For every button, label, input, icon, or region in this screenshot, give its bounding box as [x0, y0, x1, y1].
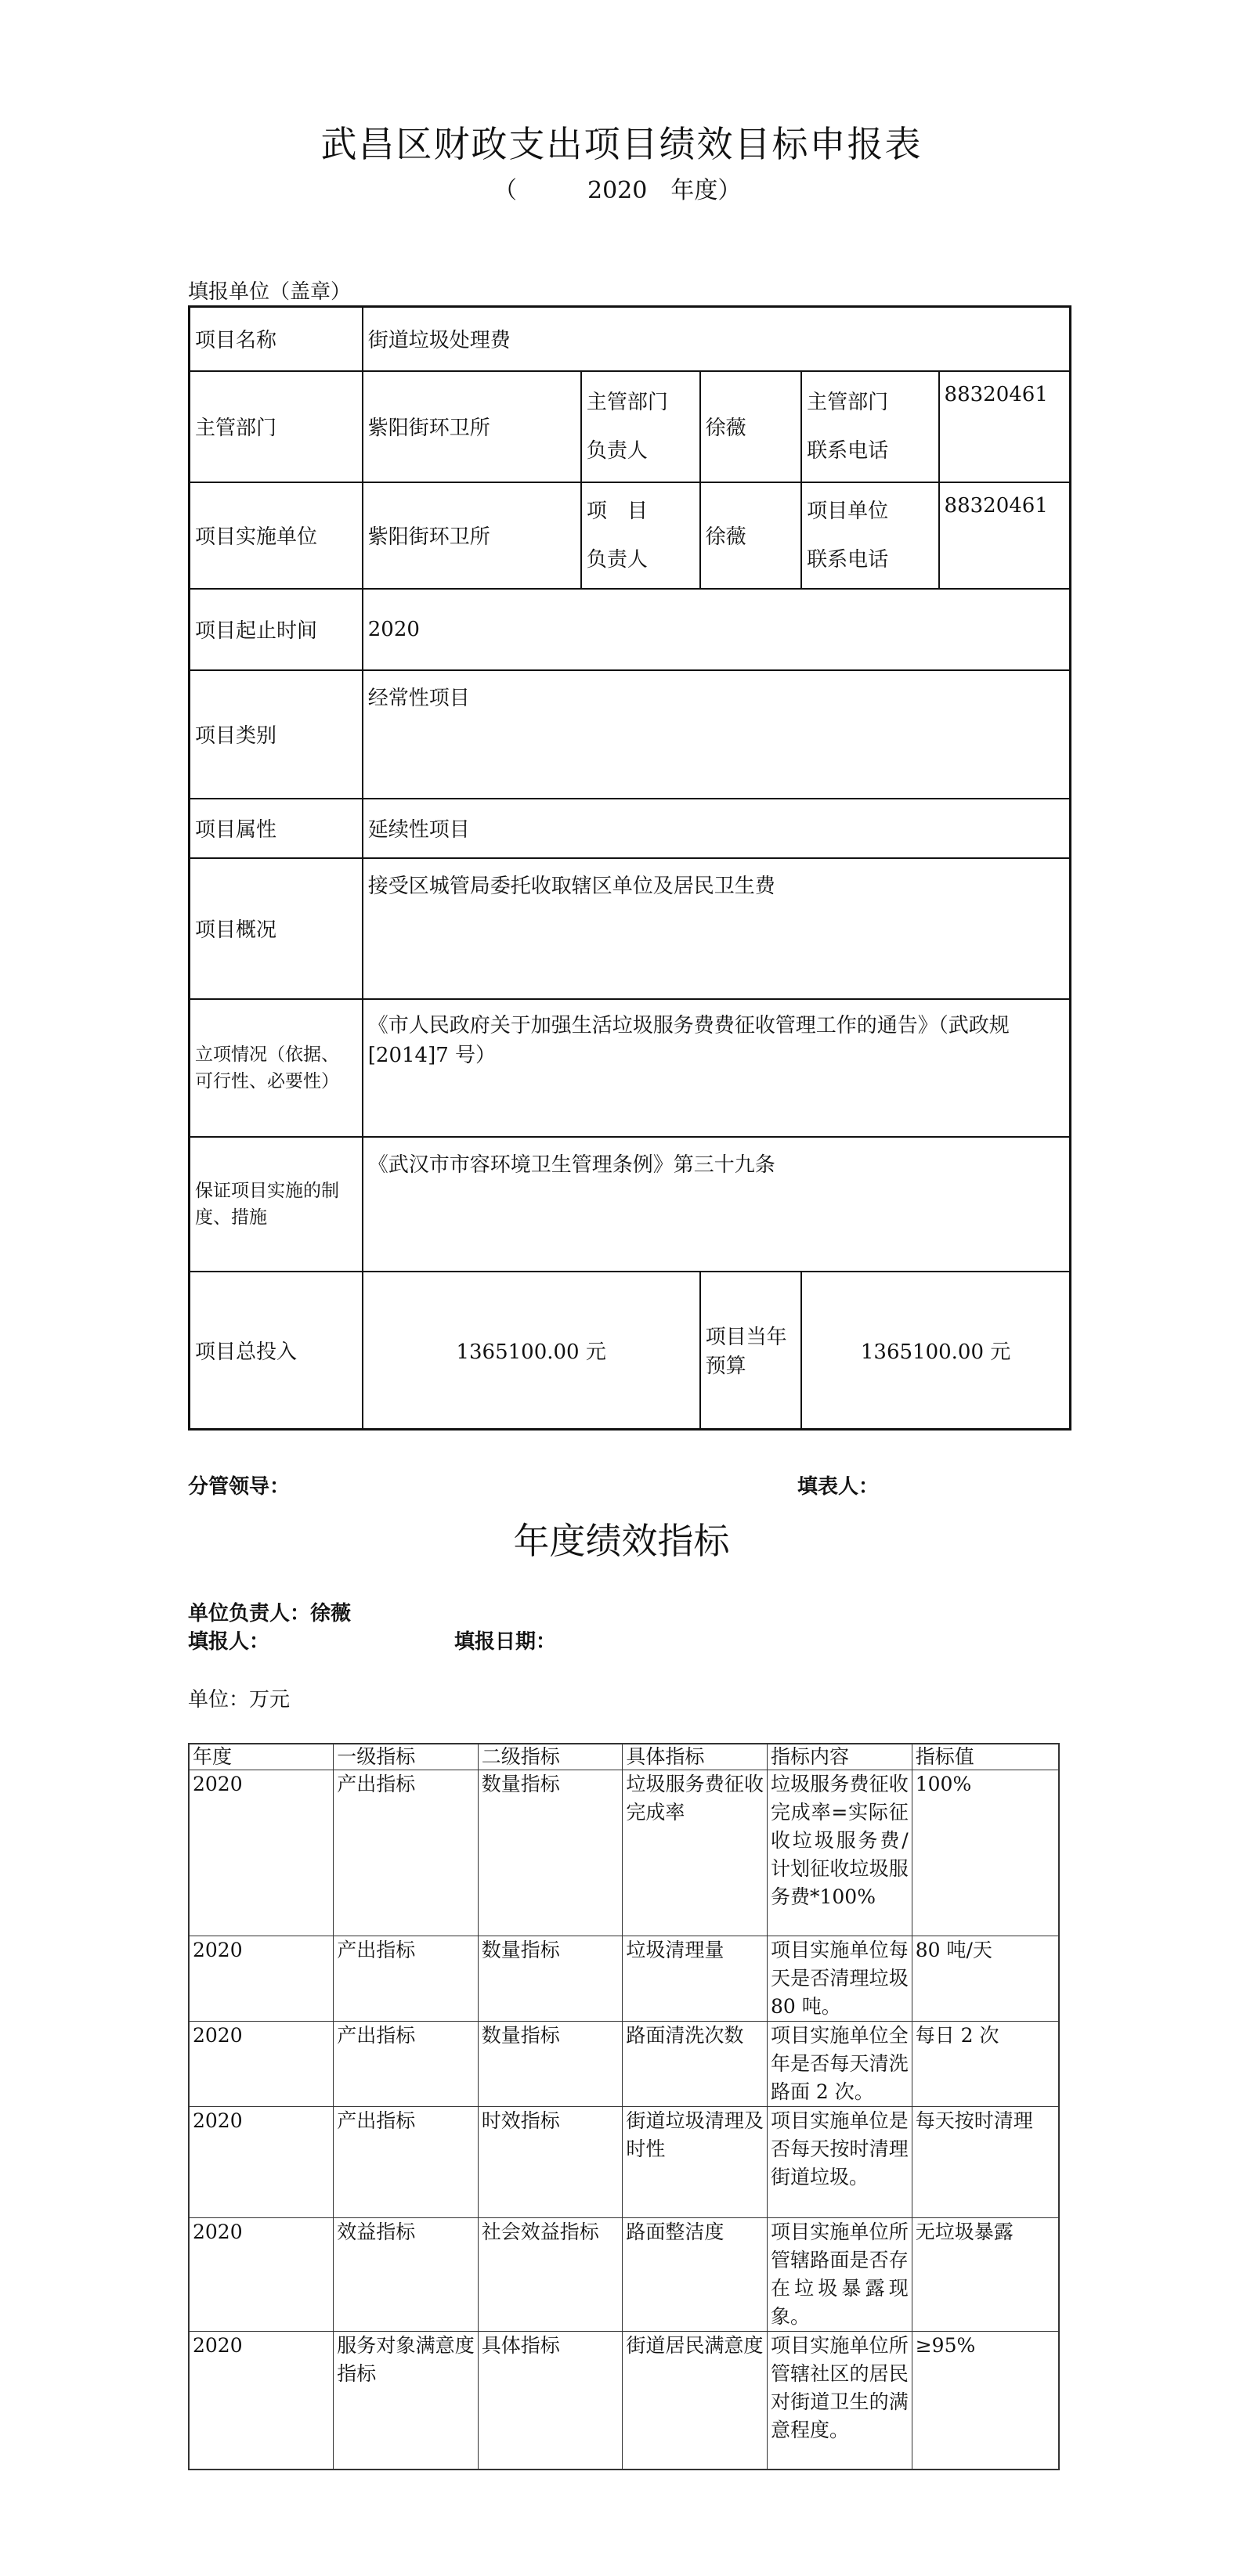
perf-date-label: 填报日期：	[454, 1630, 557, 1654]
category-label: 项目类别	[190, 670, 363, 799]
table-cell: 100%	[912, 1770, 1059, 1936]
table-cell: 项目实施单位是否每天按时清理街道垃圾。	[767, 2107, 912, 2218]
table-cell: 项目实施单位全年是否每天清洗路面 2 次。	[767, 2022, 912, 2107]
impl-head-label: 项 目 负责人	[581, 482, 700, 589]
table-row	[189, 2332, 1059, 2470]
table-row	[189, 2218, 1059, 2332]
basis-value: 《市人民政府关于加强生活垃圾服务费费征收管理工作的通告》（武政规[2014]7 号）	[363, 999, 1071, 1137]
table-cell: 垃圾清理量	[623, 1936, 768, 2022]
table-cell: 路面整洁度	[623, 2218, 768, 2332]
total-label: 项目总投入	[190, 1272, 363, 1430]
table-cell: 2020	[189, 2332, 334, 2470]
table-cell: 2020	[189, 2022, 334, 2107]
table-cell: 项目实施单位所管辖路面是否存在垃圾暴露现象。	[767, 2218, 912, 2332]
perf-header-cell: 一级指标	[334, 1744, 479, 1770]
table-cell: 无垃圾暴露	[912, 2218, 1059, 2332]
table-cell: 2020	[189, 1770, 334, 1936]
table-cell: ≥95%	[912, 2332, 1059, 2470]
table-cell: 垃圾服务费征收完成率	[623, 1770, 768, 1936]
category-value: 经常性项目	[363, 670, 1071, 799]
unit-label: 单位：万元	[188, 1688, 291, 1712]
project-info-table	[188, 305, 1071, 1431]
impl-unit-label: 项目实施单位	[190, 482, 363, 589]
perf-filler-label: 填报人：	[188, 1630, 270, 1654]
table-cell: 街道居民满意度	[623, 2332, 768, 2470]
document-title: 武昌区财政支出项目绩效目标申报表	[320, 123, 923, 165]
table-cell: 具体指标	[478, 2332, 623, 2470]
dept-phone-label: 主管部门 联系电话	[801, 371, 938, 482]
budget-value: 1365100.00 元	[801, 1272, 1070, 1430]
period-label: 项目起止时间	[190, 589, 363, 670]
table-cell: 2020	[189, 1936, 334, 2022]
table-cell: 路面清洗次数	[623, 2022, 768, 2107]
perf-title: 年度绩效指标	[513, 1520, 730, 1562]
table-cell: 垃圾服务费征收完成率=实际征收垃圾服务费/计划征收垃圾服务费*100%	[767, 1770, 912, 1936]
attribute-label: 项目属性	[190, 799, 363, 858]
total-value: 1365100.00 元	[363, 1272, 700, 1430]
table-cell: 服务对象满意度指标	[334, 2332, 479, 2470]
impl-head-value: 徐薇	[700, 482, 802, 589]
project-name-value: 街道垃圾处理费	[363, 307, 1071, 371]
table-cell: 80 吨/天	[912, 1936, 1059, 2022]
impl-unit-value: 紫阳街环卫所	[363, 482, 581, 589]
project-name-label: 项目名称	[190, 307, 363, 371]
table-cell: 产出指标	[334, 2107, 479, 2218]
table-row	[189, 2107, 1059, 2218]
table-cell: 街道垃圾清理及时性	[623, 2107, 768, 2218]
perf-header-row	[189, 1744, 1059, 1770]
impl-phone-label: 项目单位 联系电话	[801, 482, 938, 589]
guarantee-value: 《武汉市市容环境卫生管理条例》第三十九条	[363, 1137, 1071, 1272]
table-cell: 数量指标	[478, 2022, 623, 2107]
table-cell: 数量指标	[478, 1770, 623, 1936]
table-cell: 项目实施单位所管辖社区的居民对街道卫生的满意程度。	[767, 2332, 912, 2470]
impl-phone-value: 88320461	[939, 482, 1071, 589]
table-cell: 社会效益指标	[478, 2218, 623, 2332]
table-cell: 时效指标	[478, 2107, 623, 2218]
table-cell: 产出指标	[334, 1770, 479, 1936]
overview-label: 项目概况	[190, 858, 363, 999]
table-cell: 数量指标	[478, 1936, 623, 2022]
perf-header-cell: 二级指标	[478, 1744, 623, 1770]
perf-header-cell: 年度	[189, 1744, 334, 1770]
performance-table	[188, 1743, 1060, 2470]
table-cell: 产出指标	[334, 1936, 479, 2022]
perf-header-cell: 指标内容	[767, 1744, 912, 1770]
table-row	[189, 2022, 1059, 2107]
dept-phone-value: 88320461	[939, 371, 1071, 482]
table-row	[189, 1936, 1059, 2022]
table-cell: 每天按时清理	[912, 2107, 1059, 2218]
table-cell: 每日 2 次	[912, 2022, 1059, 2107]
basis-label: 立项情况（依据、可行性、必要性）	[190, 999, 363, 1137]
dept-head-value: 徐薇	[700, 371, 802, 482]
dept-label: 主管部门	[190, 371, 363, 482]
perf-header-cell: 具体指标	[623, 1744, 768, 1770]
table-cell: 2020	[189, 2107, 334, 2218]
dept-value: 紫阳街环卫所	[363, 371, 581, 482]
overview-value: 接受区城管局委托收取辖区单位及居民卫生费	[363, 858, 1071, 999]
dept-head-label: 主管部门 负责人	[581, 371, 700, 482]
fill-unit-label: 填报单位（盖章）	[188, 280, 352, 304]
budget-label: 项目当年预算	[700, 1272, 802, 1430]
period-value: 2020	[363, 589, 1071, 670]
table-row	[189, 1770, 1059, 1936]
unit-responsible: 单位负责人：徐薇	[188, 1602, 352, 1625]
filler-signature-label: 填表人：	[797, 1475, 880, 1499]
leader-signature-label: 分管领导：	[188, 1475, 291, 1499]
table-cell: 2020	[189, 2218, 334, 2332]
table-cell: 效益指标	[334, 2218, 479, 2332]
guarantee-label: 保证项目实施的制度、措施	[190, 1137, 363, 1272]
table-cell: 产出指标	[334, 2022, 479, 2107]
perf-header-cell: 指标值	[912, 1744, 1059, 1770]
table-cell: 项目实施单位每天是否清理垃圾 80 吨。	[767, 1936, 912, 2022]
attribute-value: 延续性项目	[363, 799, 1071, 858]
year-line: （ 2020 年度）	[493, 177, 742, 204]
